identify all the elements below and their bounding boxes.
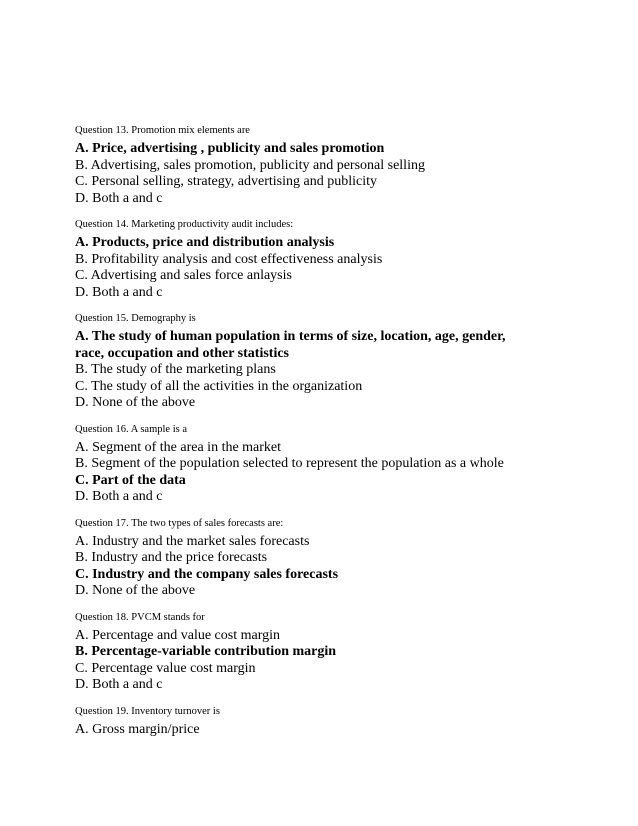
- question-19: [75, 705, 615, 739]
- question-14: [75, 218, 615, 301]
- question-title: Question 13. Promotion mix elements are: [75, 125, 250, 136]
- question-17: [75, 517, 615, 600]
- option-c-correct: C. Part of the data: [75, 472, 186, 488]
- option-c: C. Percentage value cost margin: [75, 660, 256, 676]
- question-16: [75, 423, 615, 506]
- option-a: A. Percentage and value cost margin: [75, 627, 281, 643]
- option-b: B. Industry and the price forecasts: [75, 550, 268, 565]
- option-b: B. Profitability analysis and cost effectiveness analysis: [75, 251, 383, 267]
- option-c: C. Advertising and sales force anlaysis: [75, 268, 292, 283]
- question-title: Question 15. Demography is: [75, 313, 196, 324]
- option-c-correct: C. Industry and the company sales forecasts: [75, 566, 339, 582]
- option-b: B. Segment of the population selected to represent the population as a whole: [75, 456, 504, 471]
- option-a-correct: A. Products, price and distribution analysis: [75, 235, 335, 250]
- question-title: Question 19. Inventory turnover is: [75, 705, 220, 717]
- option-a-correct: A. Price, advertising , publicity and sales promotion: [75, 141, 385, 156]
- option-a-correct: A. The study of human population in terms of size, location, age, gender, race, occupation and other statistics: [75, 329, 506, 361]
- option-d: D. Both a and c: [75, 190, 163, 206]
- option-d: D. Both a and c: [75, 489, 163, 504]
- option-b: B. The study of the marketing plans: [75, 362, 276, 377]
- option-a: A. Industry and the market sales forecasts: [75, 533, 310, 549]
- option-c: C. Personal selling, strategy, advertising and publicity: [75, 174, 377, 189]
- question-title: Question 14. Marketing productivity audit includes:: [75, 219, 294, 230]
- option-b: B. Advertising, sales promotion, publicity and personal selling: [75, 157, 425, 173]
- option-d: D. Both a and c: [75, 677, 163, 692]
- option-b-correct: B. Percentage-variable contribution margin: [75, 644, 337, 659]
- option-d: D. Both a and c: [75, 284, 163, 300]
- option-c: C. The study of all the activities in the organization: [75, 378, 363, 394]
- option-d: D. None of the above: [75, 395, 196, 410]
- question-title: Question 18. PVCM stands for: [75, 611, 205, 623]
- question-18: [75, 611, 615, 694]
- option-d: D. None of the above: [75, 583, 196, 598]
- question-15: [75, 312, 615, 412]
- questions-list: [75, 124, 615, 749]
- question-title: Question 17. The two types of sales forecasts are:: [75, 517, 284, 529]
- option-a: A. Segment of the area in the market: [75, 439, 282, 455]
- question-13: [75, 124, 615, 207]
- option-a: A. Gross margin/price: [75, 721, 200, 737]
- question-title: Question 16. A sample is a: [75, 423, 187, 435]
